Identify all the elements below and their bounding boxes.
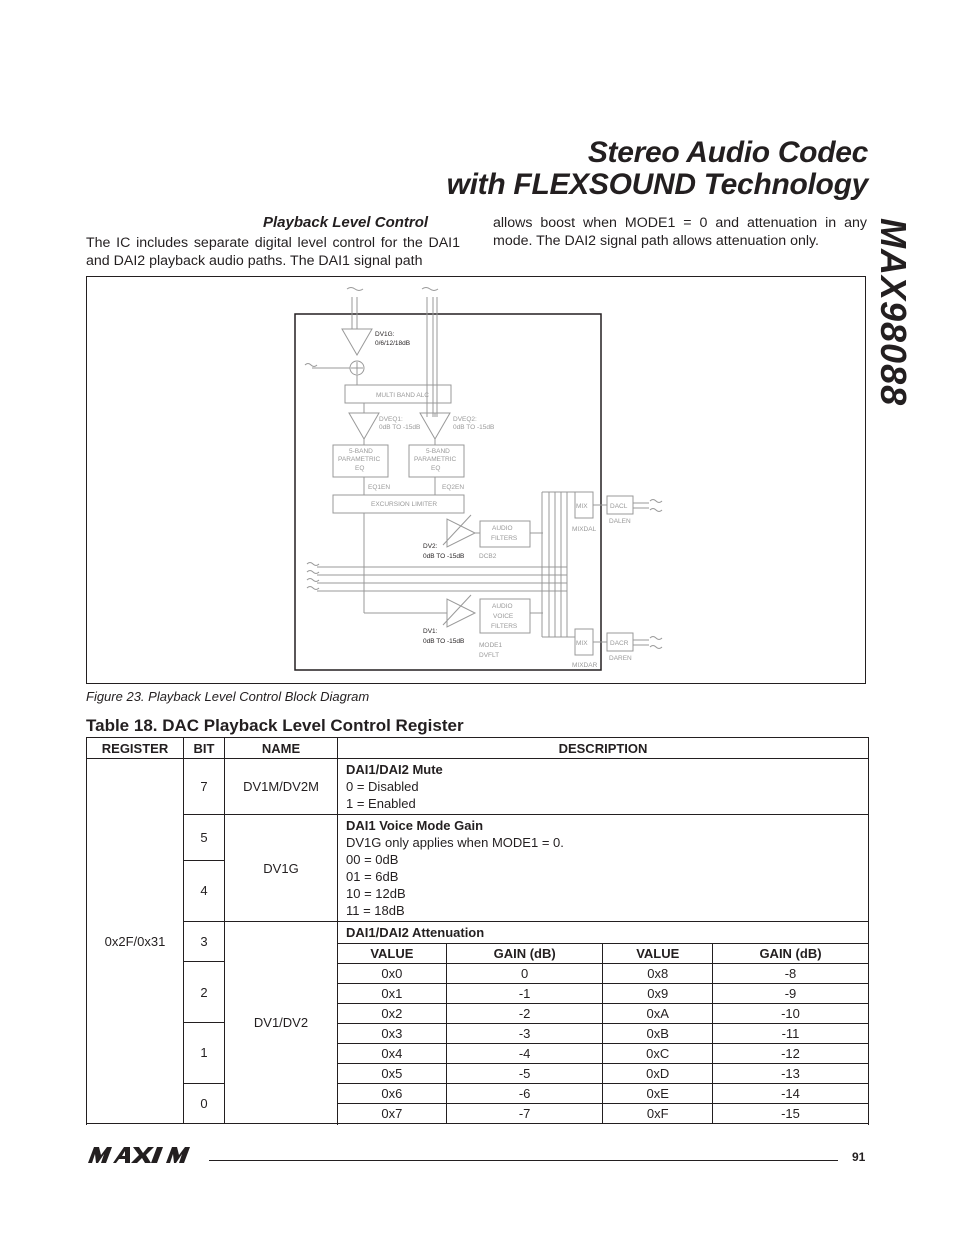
cell: -5 bbox=[446, 1064, 603, 1084]
label-eq1-eq: EQ bbox=[355, 465, 365, 472]
desc-dv1g-line: 11 = 18dB bbox=[346, 903, 405, 918]
table-row bbox=[87, 815, 869, 861]
dveq1-amp bbox=[349, 413, 379, 439]
label-eq2-eq: EQ bbox=[431, 465, 441, 472]
label-dv1-range: 0dB TO -15dB bbox=[423, 638, 465, 645]
attenuation-row bbox=[338, 1044, 868, 1064]
bit-3: 3 bbox=[184, 922, 225, 962]
paragraph-left: The IC includes separate digital level control for the DAI1 and DAI2 playback audio paths. The DAI1 signal path bbox=[86, 235, 460, 269]
cell: -8 bbox=[713, 964, 869, 984]
cell: 0xB bbox=[603, 1024, 713, 1044]
desc-dv1 bbox=[338, 922, 869, 1124]
maxim-logo-mark bbox=[86, 1146, 202, 1164]
cell: -15 bbox=[713, 1104, 869, 1124]
label-filters: FILTERS bbox=[491, 535, 518, 542]
cell: -13 bbox=[713, 1064, 869, 1084]
sub-header-value: VALUE bbox=[603, 944, 713, 964]
attenuation-row bbox=[338, 984, 868, 1004]
label-eq1-5band: 5-BAND bbox=[349, 448, 373, 455]
label-dv1g: DV1G: bbox=[375, 331, 395, 338]
header-register: REGISTER bbox=[87, 738, 184, 759]
label-dveq1-range: 0dB TO -15dB bbox=[379, 424, 421, 431]
register-table bbox=[86, 737, 869, 1124]
label-dv2-range: 0dB TO -15dB bbox=[423, 553, 465, 560]
label-audio-2: AUDIO bbox=[492, 603, 513, 610]
cell: -9 bbox=[713, 984, 869, 1004]
desc-dv1g-line: 00 = 0dB bbox=[346, 852, 399, 867]
bit-5: 5 bbox=[184, 815, 225, 861]
attenuation-row bbox=[338, 964, 868, 984]
label-eq2en: EQ2EN bbox=[442, 484, 465, 491]
footer-rule bbox=[209, 1160, 838, 1161]
desc-dv1g-line: DV1G only applies when MODE1 = 0. bbox=[346, 835, 564, 850]
maxim-logo bbox=[86, 1146, 202, 1169]
cell: 0x2 bbox=[338, 1004, 446, 1024]
desc-mute-line: 1 = Enabled bbox=[346, 796, 416, 811]
bit-2: 2 bbox=[184, 962, 225, 1023]
table-row bbox=[87, 759, 869, 815]
page-number: 91 bbox=[852, 1150, 866, 1164]
label-eq1-parametric: PARAMETRIC bbox=[338, 456, 381, 463]
header-name: NAME bbox=[225, 738, 338, 759]
dv1g-amp bbox=[342, 329, 372, 355]
label-excursion-limiter: EXCURSION LIMITER bbox=[371, 501, 438, 508]
label-mixdar: MIXDAR bbox=[572, 662, 598, 669]
desc-dv1g bbox=[338, 815, 869, 922]
label-dacr: DACR bbox=[610, 640, 629, 647]
paragraph-right: allows boost when MODE1 = 0 and attenuation in any mode. The DAI2 signal path allows attenuation only. bbox=[493, 215, 867, 249]
attenuation-row bbox=[338, 1024, 868, 1044]
header-bit: BIT bbox=[184, 738, 225, 759]
cell: 0x7 bbox=[338, 1104, 446, 1124]
desc-mute-line: 0 = Disabled bbox=[346, 779, 419, 794]
label-mix-right: MIX bbox=[576, 640, 588, 647]
label-dv2: DV2: bbox=[423, 543, 438, 550]
desc-dv1g-title: DAI1 Voice Mode Gain bbox=[346, 818, 484, 833]
dv1-amp bbox=[447, 599, 475, 627]
cell: 0x1 bbox=[338, 984, 446, 1004]
cell: 0x4 bbox=[338, 1044, 446, 1064]
sub-header-value: VALUE bbox=[338, 944, 446, 964]
desc-dv1g-line: 10 = 12dB bbox=[346, 886, 406, 901]
section-heading: Playback Level Control bbox=[263, 214, 429, 231]
cell: 0x9 bbox=[603, 984, 713, 1004]
cell: 0x6 bbox=[338, 1084, 446, 1104]
attenuation-table bbox=[338, 943, 868, 1123]
desc-mute-title: DAI1/DAI2 Mute bbox=[346, 762, 443, 777]
attenuation-row bbox=[338, 1084, 868, 1104]
label-dacl: DACL bbox=[610, 503, 628, 510]
cell: 0xA bbox=[603, 1004, 713, 1024]
desc-dv1g-line: 01 = 6dB bbox=[346, 869, 399, 884]
label-dveq2: DVEQ2: bbox=[453, 416, 477, 423]
bit-4: 4 bbox=[184, 860, 225, 921]
cell: -4 bbox=[446, 1044, 603, 1064]
label-eq1en: EQ1EN bbox=[368, 484, 391, 491]
cell: -2 bbox=[446, 1004, 603, 1024]
part-number: MAX98088 bbox=[873, 218, 914, 407]
cell: -10 bbox=[713, 1004, 869, 1024]
cell: 0xD bbox=[603, 1064, 713, 1084]
cell: 0x5 bbox=[338, 1064, 446, 1084]
table-header-row bbox=[87, 738, 869, 759]
cell: -11 bbox=[713, 1024, 869, 1044]
cell: 0x8 bbox=[603, 964, 713, 984]
bit-0: 0 bbox=[184, 1083, 225, 1123]
cell: -12 bbox=[713, 1044, 869, 1064]
attenuation-row bbox=[338, 1004, 868, 1024]
label-audio: AUDIO bbox=[492, 525, 513, 532]
name-dv1: DV1/DV2 bbox=[225, 922, 338, 1124]
table-title: Table 18. DAC Playback Level Control Register bbox=[86, 716, 464, 735]
label-mixdal: MIXDAL bbox=[572, 526, 597, 533]
label-dvflt: DVFLT bbox=[479, 652, 500, 659]
dv2-amp bbox=[447, 519, 475, 547]
sub-header-gain: GAIN (dB) bbox=[713, 944, 869, 964]
label-multiband-alc: MULTI BAND ALC bbox=[376, 392, 429, 399]
cell: -7 bbox=[446, 1104, 603, 1124]
cell: 0xE bbox=[603, 1084, 713, 1104]
desc-mute bbox=[338, 759, 869, 815]
attenuation-header-row bbox=[338, 944, 868, 964]
bit-1: 1 bbox=[184, 1022, 225, 1083]
label-dv1: DV1: bbox=[423, 628, 438, 635]
cell: 0xF bbox=[603, 1104, 713, 1124]
bit-7: 7 bbox=[184, 759, 225, 815]
cell: -1 bbox=[446, 984, 603, 1004]
label-voice: VOICE bbox=[493, 613, 514, 620]
figure-frame bbox=[86, 276, 866, 684]
label-filters-2: FILTERS bbox=[491, 623, 518, 630]
name-dv1g: DV1G bbox=[225, 815, 338, 922]
block-diagram bbox=[87, 277, 867, 685]
title-line1: Stereo Audio Codec bbox=[587, 136, 868, 169]
label-daren: DAREN bbox=[609, 655, 632, 662]
attenuation-row bbox=[338, 1064, 868, 1084]
label-mix-left: MIX bbox=[576, 503, 588, 510]
cell: 0xC bbox=[603, 1044, 713, 1064]
cell: -6 bbox=[446, 1084, 603, 1104]
register-address: 0x2F/0x31 bbox=[87, 759, 184, 1124]
title-line2: with FLEXSOUND Technology bbox=[446, 168, 868, 201]
figure-caption: Figure 23. Playback Level Control Block Diagram bbox=[86, 689, 370, 704]
label-eq2-5band: 5-BAND bbox=[426, 448, 450, 455]
cell: 0x3 bbox=[338, 1024, 446, 1044]
label-dveq1: DVEQ1: bbox=[379, 416, 403, 423]
label-dv1g-values: 0/6/12/18dB bbox=[375, 340, 411, 347]
cell: -14 bbox=[713, 1084, 869, 1104]
label-dalen: DALEN bbox=[609, 518, 631, 525]
cell: 0 bbox=[446, 964, 603, 984]
sub-header-gain: GAIN (dB) bbox=[446, 944, 603, 964]
label-mode1: MODE1 bbox=[479, 642, 503, 649]
attenuation-row bbox=[338, 1104, 868, 1124]
label-eq2-parametric: PARAMETRIC bbox=[414, 456, 457, 463]
name-mute: DV1M/DV2M bbox=[225, 759, 338, 815]
label-dveq2-range: 0dB TO -15dB bbox=[453, 424, 495, 431]
cell: -3 bbox=[446, 1024, 603, 1044]
label-dcb2: DCB2 bbox=[479, 553, 497, 560]
table-row bbox=[87, 922, 869, 962]
cell: 0x0 bbox=[338, 964, 446, 984]
desc-dv1-title: DAI1/DAI2 Attenuation bbox=[346, 925, 485, 940]
header-description: DESCRIPTION bbox=[338, 738, 869, 759]
